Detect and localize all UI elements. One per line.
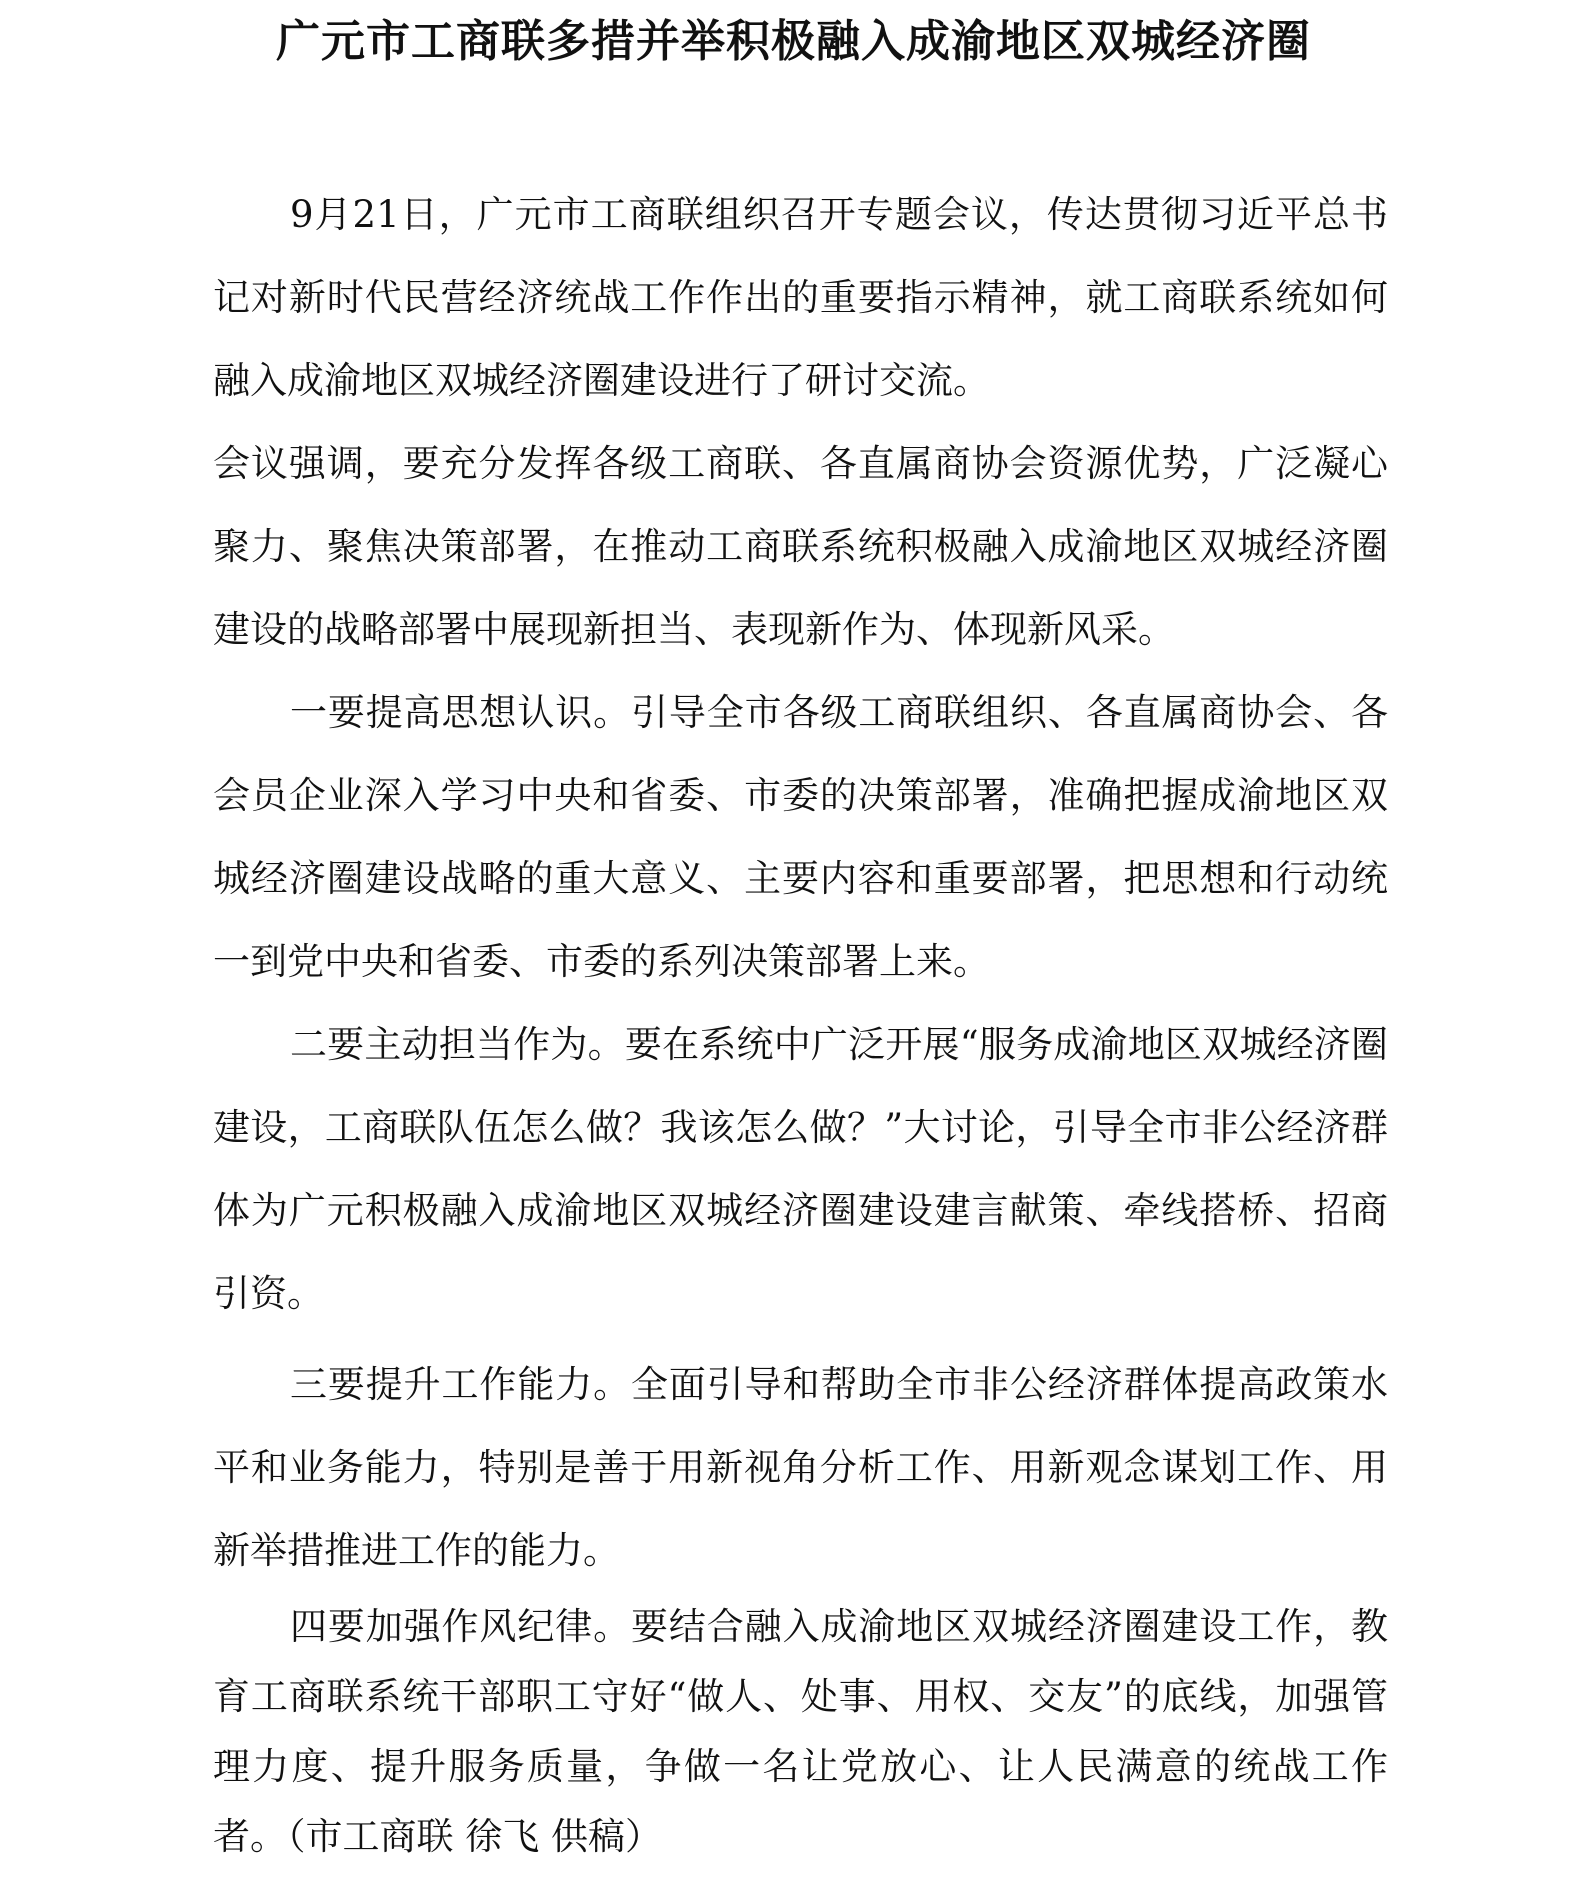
document-title: 广元市工商联多措并举积极融入成渝地区双城经济圈 bbox=[276, 16, 1311, 67]
paragraph-meeting-emphasis: 会议强调，要充分发挥各级工商联、各直属商协会资源优势，广泛凝心聚力、聚焦决策部署，在推动工商联系统积极融入成渝地区双城经济圈建设的战略部署中展现新担当、表现新作为、体现新风采。 bbox=[213, 442, 1388, 651]
paragraph-point-one: 一要提高思想认识。引导全市各级工商联组织、各直属商协会、各会员企业深入学习中央和省委、市委的决策部署，准确把握成渝地区双城经济圈建设战略的重大意义、主要内容和重要部署，把思想和行动统一到党中央和省委、市委的系列决策部署上来。 bbox=[213, 691, 1388, 983]
paragraph-point-three: 三要提升工作能力。全面引导和帮助全市非公经济群体提高政策水平和业务能力，特别是善于用新视角分析工作、用新观念谋划工作、用新举措推进工作的能力。 bbox=[213, 1363, 1388, 1572]
document-body bbox=[213, 173, 1388, 1872]
paragraph-point-two: 二要主动担当作为。要在系统中广泛开展“服务成渝地区双城经济圈建设，工商联队伍怎么做？我该怎么做？”大讨论，引导全市非公经济群体为广元积极融入成渝地区双城经济圈建设建言献策、牵线搭桥、招商引资。 bbox=[213, 1023, 1388, 1315]
paragraph-meeting-intro: 9月21日，广元市工商联组织召开专题会议，传达贯彻习近平总书记对新时代民营经济统战工作作出的重要指示精神，就工商联系统如何融入成渝地区双城经济圈建设进行了研讨交流。 bbox=[213, 193, 1388, 402]
paragraph-point-four: 四要加强作风纪律。要结合融入成渝地区双城经济圈建设工作，教育工商联系统干部职工守好“做人、处事、用权、交友”的底线，加强管理力度、提升服务质量，争做一名让党放心、让人民满意的统战工作者。（市工商联 徐飞 供稿） bbox=[213, 1605, 1388, 1858]
